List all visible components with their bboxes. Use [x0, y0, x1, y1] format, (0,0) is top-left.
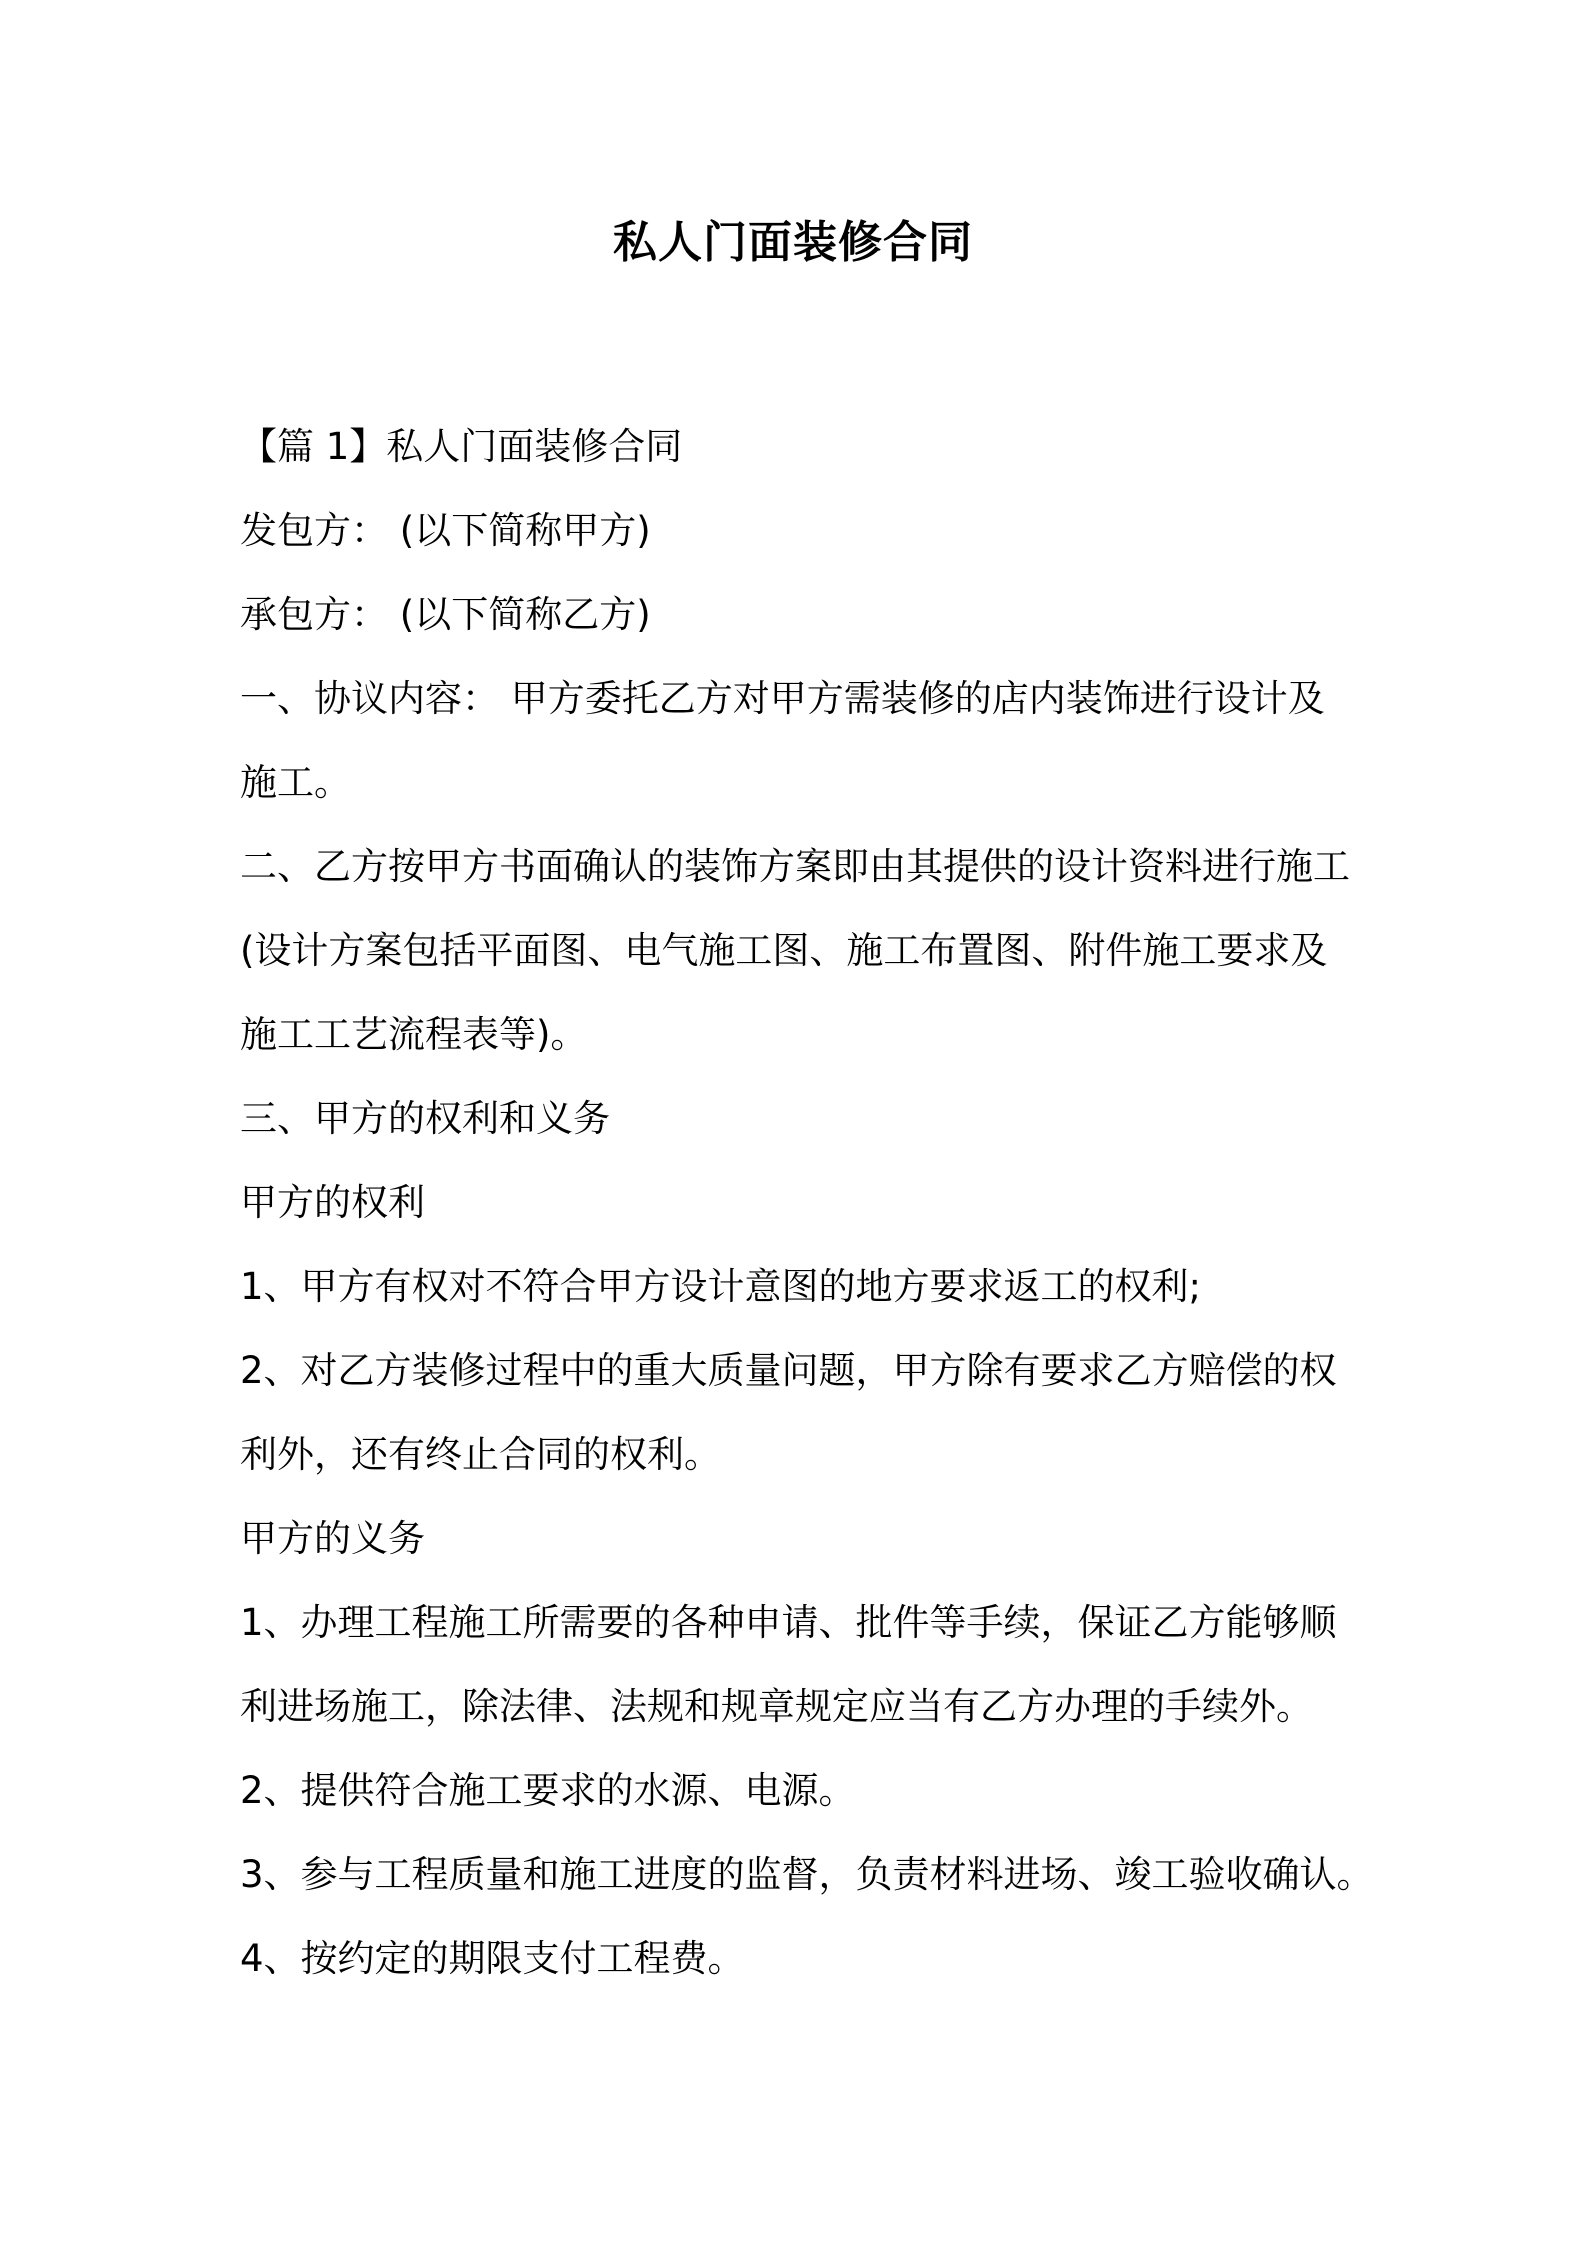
- list-item-line: 2、对乙方装修过程中的重大质量问题，甲方除有要求乙方赔偿的权: [240, 1349, 1337, 1392]
- paragraph-line: 施工。: [240, 761, 351, 804]
- paragraph-line: 二、乙方按甲方书面确认的装饰方案即由其提供的设计资料进行施工: [240, 845, 1350, 888]
- list-item-line: 利进场施工，除法律、法规和规章规定应当有乙方办理的手续外。: [240, 1685, 1313, 1728]
- list-item-line: 1、甲方有权对不符合甲方设计意图的地方要求返工的权利;: [240, 1265, 1202, 1308]
- document-body: [240, 405, 1374, 2001]
- paragraph-line: 施工工艺流程表等)。: [240, 1013, 588, 1056]
- party-a-line: 发包方： (以下简称甲方): [240, 509, 651, 552]
- list-item-line: 3、参与工程质量和施工进度的监督，负责材料进场、竣工验收确认。: [240, 1853, 1374, 1896]
- list-item-line: 利外，还有终止合同的权利。: [240, 1433, 721, 1476]
- subheading-line: 甲方的义务: [240, 1517, 425, 1560]
- list-item-line: 1、办理工程施工所需要的各种申请、批件等手续，保证乙方能够顺: [240, 1601, 1337, 1644]
- subheading-line: 三、甲方的权利和义务: [240, 1097, 610, 1140]
- subheading-line: 甲方的权利: [240, 1181, 425, 1224]
- party-b-line: 承包方： (以下简称乙方): [240, 593, 651, 636]
- document-title: 私人门面装修合同: [613, 217, 973, 268]
- paragraph-line: 一、协议内容： 甲方委托乙方对甲方需装修的店内装饰进行设计及: [240, 677, 1325, 720]
- paragraph-line: (设计方案包括平面图、电气施工图、施工布置图、附件施工要求及: [240, 929, 1328, 972]
- list-item-line: 2、提供符合施工要求的水源、电源。: [240, 1769, 856, 1812]
- list-item-line: 4、按约定的期限支付工程费。: [240, 1937, 745, 1980]
- section-heading: 【篇 1】私人门面装修合同: [240, 425, 683, 468]
